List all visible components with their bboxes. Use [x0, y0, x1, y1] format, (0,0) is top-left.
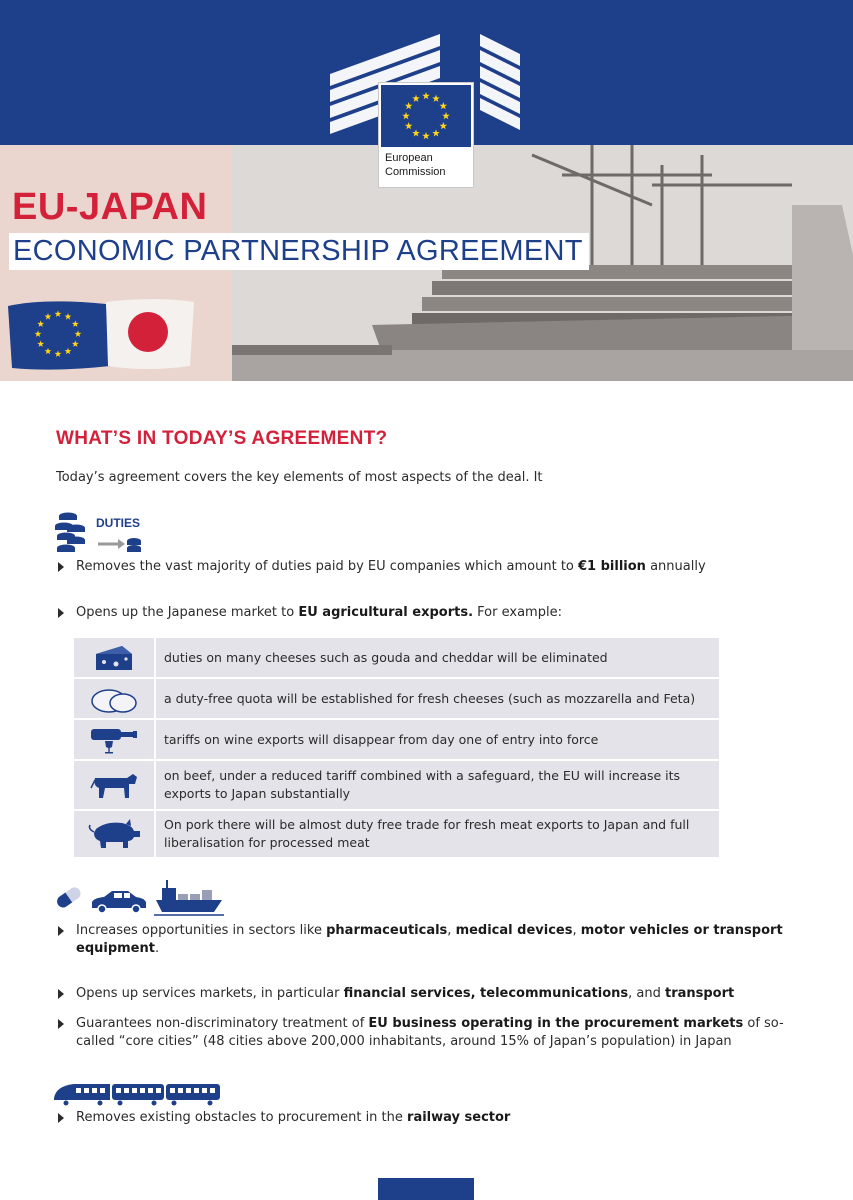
table-icon-cell [74, 638, 156, 678]
cow-icon [89, 768, 139, 802]
bullet-text: annually [645, 559, 706, 574]
bullet-arrow-icon [58, 926, 64, 936]
pill-icon [55, 885, 83, 910]
table-row [74, 679, 719, 720]
sector-icons [54, 878, 229, 918]
car-icon [92, 891, 146, 913]
bullet-text: Opens up services markets, in particular [76, 986, 344, 1001]
bullet-railway [56, 1109, 796, 1127]
table-row [74, 638, 719, 679]
table-icon-cell [74, 720, 156, 760]
bullet-text: Guarantees non-discriminatory treatment of [76, 1016, 369, 1031]
bullet-agricultural [56, 604, 796, 622]
page-subtitle: ECONOMIC PARTNERSHIP AGREEMENT [9, 233, 589, 270]
train-icon [54, 1078, 224, 1106]
ship-icon [154, 880, 224, 915]
bullet-arrow-icon [58, 989, 64, 999]
mozzarella-icon [89, 684, 139, 714]
bullet-bold: €1 billion [578, 559, 646, 574]
table-row-text: on beef, under a reduced tariff combined with a safeguard, the EU will increase its exports to Japan substantially [164, 768, 681, 801]
bullet-bold: motor vehicles or transport equipment [76, 923, 783, 956]
bullet-arrow-icon [58, 608, 64, 618]
table-row [74, 761, 719, 811]
bullet-bold: EU business operating in the procurement markets [368, 1016, 744, 1031]
bullet-text: , [572, 923, 581, 938]
wine-icon [89, 725, 139, 755]
bullet-text: of so-called “core cities” (48 cities above 200,000 inhabitants, around 15% of Japan’s population) in Japan [76, 1016, 784, 1049]
eu-japan-flags-icon [6, 296, 196, 372]
bullet-text: For example: [473, 605, 562, 620]
bullet-text: Increases opportunities in sectors like [76, 923, 327, 938]
section-title: WHAT’S IN TODAY’S AGREEMENT? [56, 428, 388, 449]
european-commission-logo[interactable] [378, 82, 474, 188]
bullet-duties [56, 558, 796, 576]
bullet-arrow-icon [58, 1019, 64, 1029]
page-title: EU-JAPAN [12, 186, 208, 228]
agri-examples-table [74, 638, 719, 859]
pig-icon [86, 817, 142, 851]
bullet-procurement [56, 1015, 796, 1051]
bullet-bold: financial services, telecommunications [343, 986, 629, 1001]
bullet-text: , [447, 923, 456, 938]
eu-stars-icon [381, 85, 471, 147]
bullet-bold: transport [664, 986, 735, 1001]
table-row [74, 720, 719, 761]
table-icon-cell [74, 811, 156, 857]
bullet-services [56, 985, 796, 1003]
bullet-arrow-icon [58, 562, 64, 572]
bullet-sectors [56, 922, 796, 958]
footer-tab [378, 1178, 474, 1200]
bullet-text: , and [628, 986, 665, 1001]
bullet-bold: pharmaceuticals [326, 923, 448, 938]
logo-text [385, 151, 446, 179]
bullet-text: Removes the vast majority of duties paid by EU companies which amount to [76, 559, 578, 574]
bullet-text: . [154, 941, 160, 956]
logo-line-1: European [385, 152, 433, 164]
table-row-text: tariffs on wine exports will disappear from day one of entry into force [164, 731, 599, 747]
intro-text: Today’s agreement covers the key elements of most aspects of the deal. It [56, 470, 543, 485]
bullet-bold: medical devices [455, 923, 573, 938]
bullet-bold: railway sector [407, 1110, 511, 1125]
table-row-text: On pork there will be almost duty free trade for fresh meat exports to Japan and full liberalisation for processed meat [164, 817, 690, 850]
table-row-text: a duty-free quota will be established for fresh cheeses (such as mozzarella and Feta) [164, 690, 696, 706]
cheese-icon [92, 644, 136, 672]
bullet-text: Opens up the Japanese market to [76, 605, 299, 620]
bullet-arrow-icon [58, 1113, 64, 1123]
table-icon-cell [74, 679, 156, 719]
table-row [74, 811, 719, 859]
logo-line-2: Commission [385, 166, 446, 178]
table-row-text: duties on many cheeses such as gouda and cheddar will be eliminated [164, 649, 608, 665]
bullet-bold: EU agricultural exports. [298, 605, 474, 620]
duties-label: DUTIES [96, 516, 141, 530]
bullet-text: Removes existing obstacles to procurement in the [76, 1110, 408, 1125]
table-icon-cell [74, 761, 156, 809]
